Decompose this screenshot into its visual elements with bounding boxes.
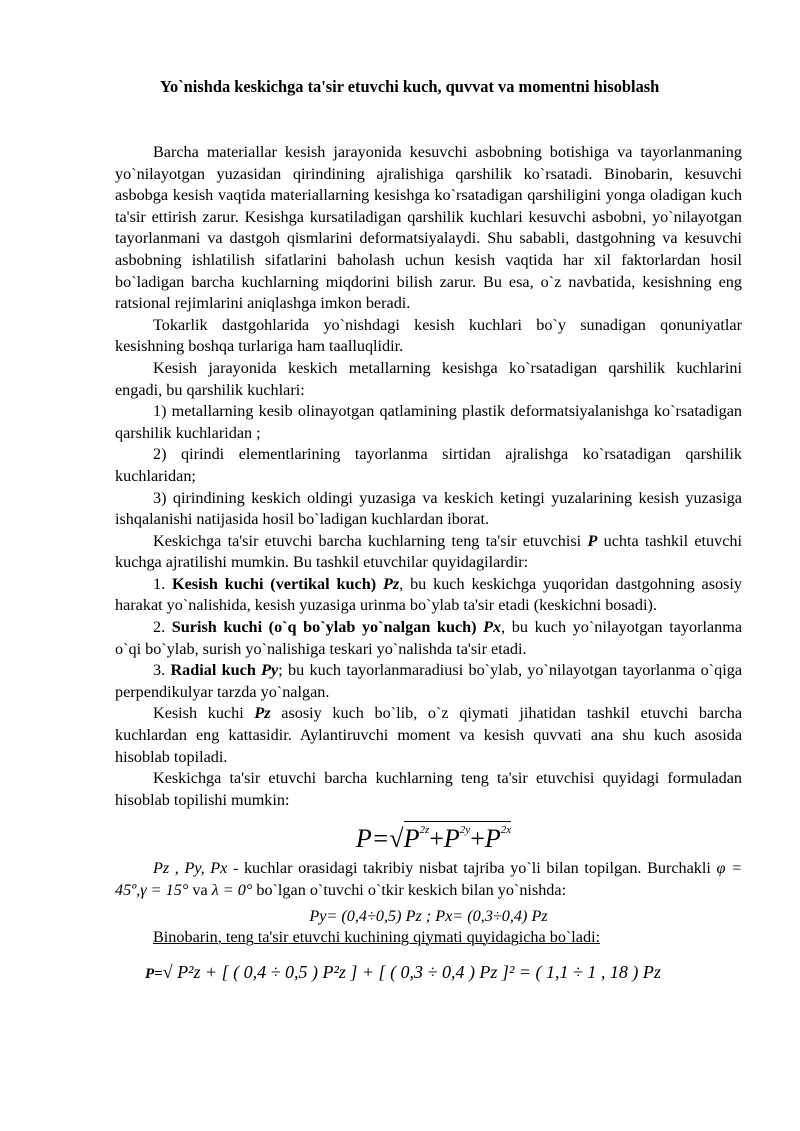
force-symbol: Pz [382,574,400,593]
formula-body: √ P²z + [ ( 0,4 ÷ 0,5 ) P²z ] + [ ( 0,3 ÷ 0,4 ) Pz ]² = ( 1,1 ÷ 1 , 18 ) Pz [162,961,661,982]
text-part: asosiy kuch bo`lib, o`z qiymati jihatidan tashkil etuvchi barcha kuchlardan eng kattasidir. Aylantiruvchi moment va kesish quvvati ana shu kuch asosida hisoblab topiladi. [115,704,743,766]
formula-eq: = [371,824,390,854]
paragraph-ratios-intro [115,858,742,901]
sqrt-radicand [404,821,512,853]
document-body [115,142,742,989]
force-item-3 [115,660,742,703]
text-part: bo`lgan o`tuvchi o`tkir keskich bilan yo`nishda: [252,881,567,899]
text-part: va [188,881,212,899]
exponent: 2x [500,824,512,837]
plus-sign: + [429,824,444,854]
paragraph-lathe: Tokarlik dastgohlarida yo`nishdagi kesish kuchlari bo`y sunadigan qonuniyatlar kesishning boshqa turlariga ham taalluqlidir. [115,315,742,356]
item-number: 3. [153,661,171,680]
text-part: Keskichga ta'sir etuvchi barcha kuchlarning teng ta'sir etuvchisi [153,531,588,550]
resultant-force-formula [115,813,742,856]
exponent: 2y [459,824,471,837]
term-px: P [484,824,501,854]
formula-lhs: P [355,824,372,854]
list-item-1: 1) metallarning kesib olinayotgan qatlamining plastik deformatsiyalanishga ko`rsatadigan qarshilik kuchlaridan ; [115,402,742,442]
document-title: Yo`nishda keskichga ta'sir etuvchi kuch, quvvat va momentni hisoblash [160,77,660,96]
force-desc: , bu kuch yo`nilayotgan tayorlanma o`qi bo`ylab, surish yo`nalishiga teskari yo`nalishda ta'sir etadi. [115,618,743,658]
item-number: 1. [153,574,173,593]
paragraph-intro: Barcha materiallar kesish jarayonida kesuvchi asbobning botishiga va tayorlanmaning yo`nilayotgan yuzasidan qirindining ajralishiga qarshilik ko`rsatadi. Binobarin, kesuvchi asbobga kesish vaqtida materiallarning kesishga ko`rsatadigan qarshiligini yonga oladigan kuch ta'sir ettirish zarur. Kesishga kursatiladigan qarshilik kuchlari kesuvchi asbobni, yo`nilayotgan tayorlanmani va dastgoh qismlarini deformatsiyalaydi. Shu sababli, dastgohning va kesuvchi asbobning ishlatilish sifatlarini baholash uchun kesish vaqtida har xil faktorlardan hosil bo`ladigan barcha kuchlarning miqdorini bilish zarur. Bu esa, o`z navbatida, kesishning eng ratsional rejimlarini aniqlashga imkon beradi. [115,143,742,313]
paragraph-components [115,531,742,574]
force-name: Kesish kuchi (vertikal kuch) [172,574,383,593]
list-item-2: 2) qirindi elementlarining tayorlanma sirtidan ajralishga ko`rsatadigan qarshilik kuchlaridan; [115,445,742,485]
exponent: 2z [419,824,430,837]
list-item-3: 3) qirindining keskich oldingi yuzasiga va keskich ketingi yuzalarining kesish yuzasiga ishqalanishi natijasida hosil bo`ladigan kuchlardan iborat. [115,488,742,529]
sqrt-symbol: √ [389,824,404,854]
paragraph-resistance: Kesish jarayonida keskich metallarning kesishga ko`rsatadigan qarshilik kuchlarini engadi, bu qarshilik kuchlari: [115,358,742,399]
paragraph-resultant-intro: Binobarin, teng ta'sir etuvchi kuchining qiymati quyidagicha bo`ladi: [153,928,601,947]
term-pz: P [403,824,420,854]
term-py: P [443,824,460,854]
text-part: Kesish kuchi [153,704,255,723]
text-part: uchta tashkil etuvchi kuchga ajratilishi mumkin. Bu tashkil etuvchilar quyidagilardir: [115,531,742,572]
lambda-value: λ = 0° [211,881,253,899]
force-name: Surish kuchi (o`q bo`ylab yo`nalgan kuch) [171,618,484,637]
item-number: 2. [153,618,172,637]
force-ratios: Py= (0,4÷0,5) Pz ; Px= (0,3÷0,4) Pz [309,906,548,925]
text-part: - kuchlar orasidagi takribiy nisbat tajriba yo`li bilan topilgan. Burchakli [227,859,717,878]
paragraph-main-force [115,703,742,768]
force-desc: , bu kuch keskichga yuqoridan dastgohning asosiy harakat yo`nalishida, kesish yuzasiga urinma bo`ylab ta'sir etadi (keskichni bosadi). [115,574,743,615]
force-symbols: Pz , Py, Px [153,859,228,878]
force-symbol: Px [483,618,502,637]
symbol-p: P [587,531,598,550]
angle-values: φ = 45º,γ = 15° [115,859,742,899]
force-name: Radial kuch [170,661,262,680]
force-symbol: Pz [254,704,271,723]
formula-lhs: P= [145,965,163,982]
paragraph-formula-intro: Keskichga ta'sir etuvchi barcha kuchlarning teng ta'sir etuvchisi quyidagi formuladan hisoblab topilishi mumkin: [115,769,742,809]
resultant-value-formula [115,957,742,989]
plus-sign: + [470,824,485,854]
force-item-2 [115,617,742,660]
force-item-1 [115,574,742,617]
force-symbol: Py [261,661,279,680]
force-desc: ; bu kuch tayorlanmaradiusi bo`ylab, yo`nilayotgan tayorlanma o`qiga perpendikulyar tarzda yo`nalgan. [115,661,743,701]
